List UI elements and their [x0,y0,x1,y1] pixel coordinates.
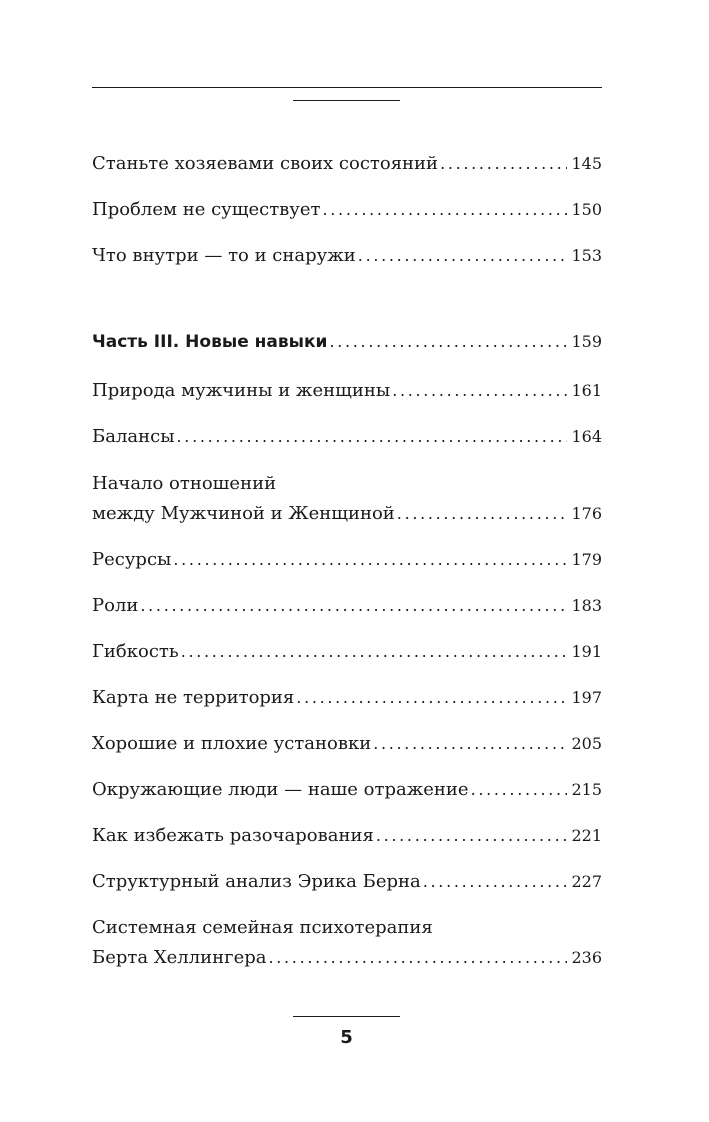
toc-entry-title: Роли [92,595,139,616]
leader-dots [177,425,568,449]
leader-dots [181,640,568,664]
toc-entry-title: Гибкость [92,641,179,662]
footer-short-rule [293,1016,400,1017]
toc-entry-page: 205 [571,734,602,753]
toc-entry-page: 159 [571,332,602,351]
toc-entry[interactable] [92,472,602,526]
top-rule [92,87,602,88]
leader-dots [376,824,568,848]
leader-dots [323,198,568,222]
toc-entry[interactable] [92,152,602,176]
toc-entry-title-line1: Начало отношений [92,473,277,494]
toc-entry-title: Хорошие и плохие установки [92,733,372,754]
leader-dots [296,686,567,710]
toc-entry[interactable] [92,686,602,710]
toc-entry-title: Структурный анализ Эрика Берна [92,871,421,892]
leader-dots [268,946,567,970]
toc-entry-page: 145 [571,154,602,173]
toc-entry-title: Станьте хозяевами своих состояний [92,153,439,174]
toc-entry[interactable] [92,594,602,618]
toc-entry[interactable] [92,824,602,848]
toc-entry-page: 221 [571,826,602,845]
toc-part-heading[interactable] [92,330,602,354]
leader-dots [440,152,567,176]
toc-entry-page: 161 [571,381,602,400]
toc-entry-title: Что внутри — то и снаружи [92,245,356,266]
toc-entry[interactable] [92,778,602,802]
toc-entry-title: Карта не территория [92,687,295,708]
toc-entry-page: 227 [571,872,602,891]
toc-entry-title: Балансы [92,426,175,447]
toc-entry-title: Проблем не существует [92,199,321,220]
toc-entry-title: Природа мужчины и женщины [92,380,391,401]
toc-entry[interactable] [92,379,602,403]
leader-dots [140,594,567,618]
toc-entry-title: Окружающие люди — наше отражение [92,779,469,800]
toc-entry[interactable] [92,916,602,970]
toc-entry-page: 191 [571,642,602,661]
header-short-rule [293,100,400,101]
page-number: 5 [340,1027,353,1048]
toc-entry-page: 179 [571,550,602,569]
toc-entry-page: 215 [571,780,602,799]
leader-dots [397,502,568,526]
part-title: Часть III. Новые навыки [92,332,328,352]
toc-entry[interactable] [92,870,602,894]
leader-dots [329,330,567,354]
leader-dots [173,548,567,572]
toc-entry[interactable] [92,198,602,222]
leader-dots [358,244,568,268]
leader-dots [373,732,567,756]
toc-entry-page: 183 [571,596,602,615]
toc-entry-page: 236 [571,948,602,967]
toc-entry-title: Берта Хеллингера [92,947,267,968]
toc-entry-title: между Мужчиной и Женщиной [92,503,395,524]
toc-entry[interactable] [92,244,602,268]
toc-entry-page: 197 [571,688,602,707]
toc-entry-title: Как избежать разочарования [92,825,374,846]
toc-entry[interactable] [92,425,602,449]
toc-entry-page: 150 [571,200,602,219]
leader-dots [471,778,568,802]
toc-entry[interactable] [92,640,602,664]
toc-entry-page: 176 [571,504,602,523]
toc-entry-title-line1: Системная семейная психотерапия [92,917,433,938]
leader-dots [423,870,568,894]
toc-entry-page: 153 [571,246,602,265]
toc-entry-page: 164 [571,427,602,446]
toc-entry-title: Ресурсы [92,549,172,570]
toc-entry[interactable] [92,732,602,756]
toc-entry[interactable] [92,548,602,572]
leader-dots [392,379,567,403]
